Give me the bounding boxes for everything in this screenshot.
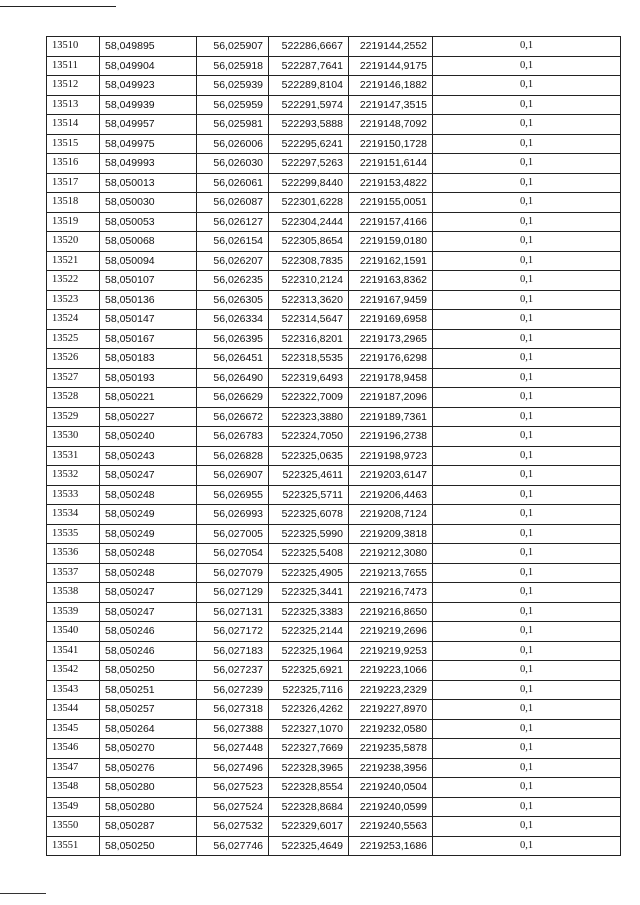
point-number-cell: 13510 [47,37,100,57]
latitude-cell: 58,049993 [100,154,197,174]
point-number-cell: 13545 [47,719,100,739]
error-cell: 0,1 [433,817,621,837]
x-coordinate-cell: 522314,5647 [269,310,349,330]
table-row [47,37,621,57]
latitude-cell: 58,050147 [100,310,197,330]
latitude-cell: 58,050247 [100,583,197,603]
footer-rule [0,893,46,894]
point-number-cell: 13539 [47,602,100,622]
table-row [47,700,621,720]
point-number-cell: 13527 [47,368,100,388]
longitude-cell: 56,027318 [197,700,269,720]
point-number-cell: 13518 [47,193,100,213]
error-cell: 0,1 [433,661,621,681]
x-coordinate-cell: 522325,3441 [269,583,349,603]
table-row [47,739,621,759]
latitude-cell: 58,049904 [100,56,197,76]
longitude-cell: 56,026907 [197,466,269,486]
x-coordinate-cell: 522325,4649 [269,836,349,856]
x-coordinate-cell: 522325,3383 [269,602,349,622]
longitude-cell: 56,025939 [197,76,269,96]
x-coordinate-cell: 522326,4262 [269,700,349,720]
y-coordinate-cell: 2219240,0599 [349,797,433,817]
longitude-cell: 56,026629 [197,388,269,408]
error-cell: 0,1 [433,310,621,330]
x-coordinate-cell: 522325,5408 [269,544,349,564]
y-coordinate-cell: 2219151,6144 [349,154,433,174]
error-cell: 0,1 [433,446,621,466]
x-coordinate-cell: 522328,8554 [269,778,349,798]
table-row [47,797,621,817]
y-coordinate-cell: 2219159,0180 [349,232,433,252]
x-coordinate-cell: 522325,2144 [269,622,349,642]
coordinates-table [46,36,621,856]
longitude-cell: 56,027183 [197,641,269,661]
y-coordinate-cell: 2219240,0504 [349,778,433,798]
x-coordinate-cell: 522324,7050 [269,427,349,447]
latitude-cell: 58,050280 [100,778,197,798]
point-number-cell: 13521 [47,251,100,271]
y-coordinate-cell: 2219216,8650 [349,602,433,622]
x-coordinate-cell: 522325,4611 [269,466,349,486]
table-row [47,56,621,76]
error-cell: 0,1 [433,505,621,525]
longitude-cell: 56,027054 [197,544,269,564]
point-number-cell: 13537 [47,563,100,583]
latitude-cell: 58,050167 [100,329,197,349]
y-coordinate-cell: 2219176,6298 [349,349,433,369]
point-number-cell: 13540 [47,622,100,642]
latitude-cell: 58,050136 [100,290,197,310]
longitude-cell: 56,027523 [197,778,269,798]
latitude-cell: 58,050221 [100,388,197,408]
y-coordinate-cell: 2219155,0051 [349,193,433,213]
error-cell: 0,1 [433,212,621,232]
latitude-cell: 58,050183 [100,349,197,369]
latitude-cell: 58,050094 [100,251,197,271]
y-coordinate-cell: 2219253,1686 [349,836,433,856]
y-coordinate-cell: 2219150,1728 [349,134,433,154]
y-coordinate-cell: 2219169,6958 [349,310,433,330]
longitude-cell: 56,027448 [197,739,269,759]
error-cell: 0,1 [433,719,621,739]
error-cell: 0,1 [433,388,621,408]
table-row [47,212,621,232]
x-coordinate-cell: 522299,8440 [269,173,349,193]
error-cell: 0,1 [433,271,621,291]
longitude-cell: 56,026334 [197,310,269,330]
point-number-cell: 13512 [47,76,100,96]
longitude-cell: 56,027746 [197,836,269,856]
y-coordinate-cell: 2219189,7361 [349,407,433,427]
x-coordinate-cell: 522328,3965 [269,758,349,778]
error-cell: 0,1 [433,778,621,798]
y-coordinate-cell: 2219216,7473 [349,583,433,603]
y-coordinate-cell: 2219167,9459 [349,290,433,310]
latitude-cell: 58,050276 [100,758,197,778]
error-cell: 0,1 [433,700,621,720]
table-row [47,310,621,330]
point-number-cell: 13551 [47,836,100,856]
y-coordinate-cell: 2219148,7092 [349,115,433,135]
longitude-cell: 56,026783 [197,427,269,447]
error-cell: 0,1 [433,797,621,817]
point-number-cell: 13515 [47,134,100,154]
error-cell: 0,1 [433,173,621,193]
table-row [47,173,621,193]
longitude-cell: 56,025981 [197,115,269,135]
error-cell: 0,1 [433,602,621,622]
table-row [47,446,621,466]
point-number-cell: 13513 [47,95,100,115]
point-number-cell: 13516 [47,154,100,174]
table-row [47,251,621,271]
point-number-cell: 13550 [47,817,100,837]
point-number-cell: 13548 [47,778,100,798]
latitude-cell: 58,049957 [100,115,197,135]
y-coordinate-cell: 2219219,9253 [349,641,433,661]
longitude-cell: 56,026955 [197,485,269,505]
point-number-cell: 13534 [47,505,100,525]
longitude-cell: 56,026305 [197,290,269,310]
longitude-cell: 56,026061 [197,173,269,193]
error-cell: 0,1 [433,622,621,642]
error-cell: 0,1 [433,583,621,603]
point-number-cell: 13523 [47,290,100,310]
point-number-cell: 13519 [47,212,100,232]
x-coordinate-cell: 522329,6017 [269,817,349,837]
table-row [47,758,621,778]
latitude-cell: 58,050287 [100,817,197,837]
table-row [47,271,621,291]
x-coordinate-cell: 522305,8654 [269,232,349,252]
point-number-cell: 13536 [47,544,100,564]
table-row [47,290,621,310]
table-row [47,817,621,837]
point-number-cell: 13544 [47,700,100,720]
x-coordinate-cell: 522319,6493 [269,368,349,388]
error-cell: 0,1 [433,251,621,271]
table-row [47,836,621,856]
y-coordinate-cell: 2219223,1066 [349,661,433,681]
point-number-cell: 13543 [47,680,100,700]
point-number-cell: 13547 [47,758,100,778]
header-rule [0,6,116,7]
y-coordinate-cell: 2219147,3515 [349,95,433,115]
latitude-cell: 58,049923 [100,76,197,96]
longitude-cell: 56,026235 [197,271,269,291]
table-row [47,661,621,681]
point-number-cell: 13546 [47,739,100,759]
point-number-cell: 13526 [47,349,100,369]
longitude-cell: 56,026993 [197,505,269,525]
latitude-cell: 58,050227 [100,407,197,427]
longitude-cell: 56,026087 [197,193,269,213]
x-coordinate-cell: 522291,5974 [269,95,349,115]
table-row [47,427,621,447]
longitude-cell: 56,026030 [197,154,269,174]
table-row [47,95,621,115]
y-coordinate-cell: 2219153,4822 [349,173,433,193]
latitude-cell: 58,050249 [100,505,197,525]
table-row [47,485,621,505]
longitude-cell: 56,027239 [197,680,269,700]
error-cell: 0,1 [433,544,621,564]
longitude-cell: 56,026490 [197,368,269,388]
longitude-cell: 56,027496 [197,758,269,778]
error-cell: 0,1 [433,232,621,252]
error-cell: 0,1 [433,134,621,154]
table-row [47,76,621,96]
error-cell: 0,1 [433,95,621,115]
latitude-cell: 58,049939 [100,95,197,115]
table-row [47,368,621,388]
point-number-cell: 13542 [47,661,100,681]
table-row [47,680,621,700]
longitude-cell: 56,027388 [197,719,269,739]
longitude-cell: 56,026395 [197,329,269,349]
point-number-cell: 13522 [47,271,100,291]
table-row [47,622,621,642]
x-coordinate-cell: 522286,6667 [269,37,349,57]
latitude-cell: 58,050246 [100,622,197,642]
longitude-cell: 56,025907 [197,37,269,57]
y-coordinate-cell: 2219212,3080 [349,544,433,564]
error-cell: 0,1 [433,739,621,759]
latitude-cell: 58,050250 [100,836,197,856]
longitude-cell: 56,026451 [197,349,269,369]
table-row [47,193,621,213]
point-number-cell: 13514 [47,115,100,135]
y-coordinate-cell: 2219162,1591 [349,251,433,271]
error-cell: 0,1 [433,466,621,486]
point-number-cell: 13535 [47,524,100,544]
latitude-cell: 58,050280 [100,797,197,817]
y-coordinate-cell: 2219240,5563 [349,817,433,837]
error-cell: 0,1 [433,56,621,76]
y-coordinate-cell: 2219146,1882 [349,76,433,96]
table-row [47,154,621,174]
table-row [47,232,621,252]
table-row [47,349,621,369]
y-coordinate-cell: 2219235,5878 [349,739,433,759]
latitude-cell: 58,050247 [100,602,197,622]
error-cell: 0,1 [433,427,621,447]
error-cell: 0,1 [433,524,621,544]
point-number-cell: 13541 [47,641,100,661]
x-coordinate-cell: 522308,7835 [269,251,349,271]
table-row [47,388,621,408]
x-coordinate-cell: 522295,6241 [269,134,349,154]
error-cell: 0,1 [433,193,621,213]
y-coordinate-cell: 2219144,9175 [349,56,433,76]
latitude-cell: 58,050243 [100,446,197,466]
x-coordinate-cell: 522325,4905 [269,563,349,583]
table-row [47,407,621,427]
longitude-cell: 56,027005 [197,524,269,544]
table-row [47,134,621,154]
latitude-cell: 58,050250 [100,661,197,681]
error-cell: 0,1 [433,154,621,174]
x-coordinate-cell: 522325,0635 [269,446,349,466]
x-coordinate-cell: 522316,8201 [269,329,349,349]
table-row [47,778,621,798]
x-coordinate-cell: 522313,3620 [269,290,349,310]
x-coordinate-cell: 522327,1070 [269,719,349,739]
table-row [47,544,621,564]
table-row [47,719,621,739]
x-coordinate-cell: 522293,5888 [269,115,349,135]
y-coordinate-cell: 2219157,4166 [349,212,433,232]
y-coordinate-cell: 2219206,4463 [349,485,433,505]
y-coordinate-cell: 2219163,8362 [349,271,433,291]
x-coordinate-cell: 522325,5990 [269,524,349,544]
table-row [47,505,621,525]
latitude-cell: 58,049975 [100,134,197,154]
x-coordinate-cell: 522297,5263 [269,154,349,174]
point-number-cell: 13531 [47,446,100,466]
x-coordinate-cell: 522325,7116 [269,680,349,700]
x-coordinate-cell: 522310,2124 [269,271,349,291]
longitude-cell: 56,026207 [197,251,269,271]
y-coordinate-cell: 2219196,2738 [349,427,433,447]
longitude-cell: 56,027532 [197,817,269,837]
y-coordinate-cell: 2219208,7124 [349,505,433,525]
point-number-cell: 13532 [47,466,100,486]
latitude-cell: 58,050247 [100,466,197,486]
latitude-cell: 58,050248 [100,544,197,564]
longitude-cell: 56,026154 [197,232,269,252]
point-number-cell: 13524 [47,310,100,330]
y-coordinate-cell: 2219173,2965 [349,329,433,349]
y-coordinate-cell: 2219209,3818 [349,524,433,544]
x-coordinate-cell: 522325,6921 [269,661,349,681]
y-coordinate-cell: 2219203,6147 [349,466,433,486]
table-row [47,583,621,603]
error-cell: 0,1 [433,368,621,388]
point-number-cell: 13520 [47,232,100,252]
y-coordinate-cell: 2219144,2552 [349,37,433,57]
error-cell: 0,1 [433,407,621,427]
point-number-cell: 13530 [47,427,100,447]
point-number-cell: 13538 [47,583,100,603]
longitude-cell: 56,025959 [197,95,269,115]
y-coordinate-cell: 2219178,9458 [349,368,433,388]
longitude-cell: 56,027079 [197,563,269,583]
table-body [47,37,621,856]
x-coordinate-cell: 522304,2444 [269,212,349,232]
longitude-cell: 56,027524 [197,797,269,817]
point-number-cell: 13517 [47,173,100,193]
y-coordinate-cell: 2219227,8970 [349,700,433,720]
x-coordinate-cell: 522325,6078 [269,505,349,525]
latitude-cell: 58,050270 [100,739,197,759]
x-coordinate-cell: 522323,3880 [269,407,349,427]
x-coordinate-cell: 522325,1964 [269,641,349,661]
x-coordinate-cell: 522322,7009 [269,388,349,408]
latitude-cell: 58,050193 [100,368,197,388]
table-row [47,115,621,135]
longitude-cell: 56,026006 [197,134,269,154]
latitude-cell: 58,049895 [100,37,197,57]
point-number-cell: 13528 [47,388,100,408]
error-cell: 0,1 [433,349,621,369]
error-cell: 0,1 [433,485,621,505]
x-coordinate-cell: 522325,5711 [269,485,349,505]
error-cell: 0,1 [433,680,621,700]
latitude-cell: 58,050248 [100,485,197,505]
table-row [47,602,621,622]
x-coordinate-cell: 522287,7641 [269,56,349,76]
point-number-cell: 13533 [47,485,100,505]
table-row [47,641,621,661]
table-row [47,524,621,544]
error-cell: 0,1 [433,836,621,856]
table-row [47,563,621,583]
longitude-cell: 56,025918 [197,56,269,76]
longitude-cell: 56,027131 [197,602,269,622]
y-coordinate-cell: 2219223,2329 [349,680,433,700]
latitude-cell: 58,050107 [100,271,197,291]
point-number-cell: 13511 [47,56,100,76]
latitude-cell: 58,050264 [100,719,197,739]
longitude-cell: 56,026672 [197,407,269,427]
error-cell: 0,1 [433,641,621,661]
error-cell: 0,1 [433,329,621,349]
error-cell: 0,1 [433,115,621,135]
latitude-cell: 58,050257 [100,700,197,720]
latitude-cell: 58,050251 [100,680,197,700]
y-coordinate-cell: 2219232,0580 [349,719,433,739]
error-cell: 0,1 [433,758,621,778]
latitude-cell: 58,050249 [100,524,197,544]
latitude-cell: 58,050240 [100,427,197,447]
y-coordinate-cell: 2219238,3956 [349,758,433,778]
latitude-cell: 58,050053 [100,212,197,232]
x-coordinate-cell: 522318,5535 [269,349,349,369]
table-row [47,466,621,486]
latitude-cell: 58,050030 [100,193,197,213]
latitude-cell: 58,050248 [100,563,197,583]
point-number-cell: 13549 [47,797,100,817]
longitude-cell: 56,027237 [197,661,269,681]
x-coordinate-cell: 522289,8104 [269,76,349,96]
longitude-cell: 56,026828 [197,446,269,466]
y-coordinate-cell: 2219213,7655 [349,563,433,583]
longitude-cell: 56,026127 [197,212,269,232]
x-coordinate-cell: 522301,6228 [269,193,349,213]
error-cell: 0,1 [433,76,621,96]
latitude-cell: 58,050013 [100,173,197,193]
table-row [47,329,621,349]
x-coordinate-cell: 522328,8684 [269,797,349,817]
latitude-cell: 58,050246 [100,641,197,661]
error-cell: 0,1 [433,37,621,57]
error-cell: 0,1 [433,563,621,583]
point-number-cell: 13529 [47,407,100,427]
longitude-cell: 56,027172 [197,622,269,642]
y-coordinate-cell: 2219219,2696 [349,622,433,642]
y-coordinate-cell: 2219198,9723 [349,446,433,466]
longitude-cell: 56,027129 [197,583,269,603]
point-number-cell: 13525 [47,329,100,349]
y-coordinate-cell: 2219187,2096 [349,388,433,408]
error-cell: 0,1 [433,290,621,310]
x-coordinate-cell: 522327,7669 [269,739,349,759]
latitude-cell: 58,050068 [100,232,197,252]
